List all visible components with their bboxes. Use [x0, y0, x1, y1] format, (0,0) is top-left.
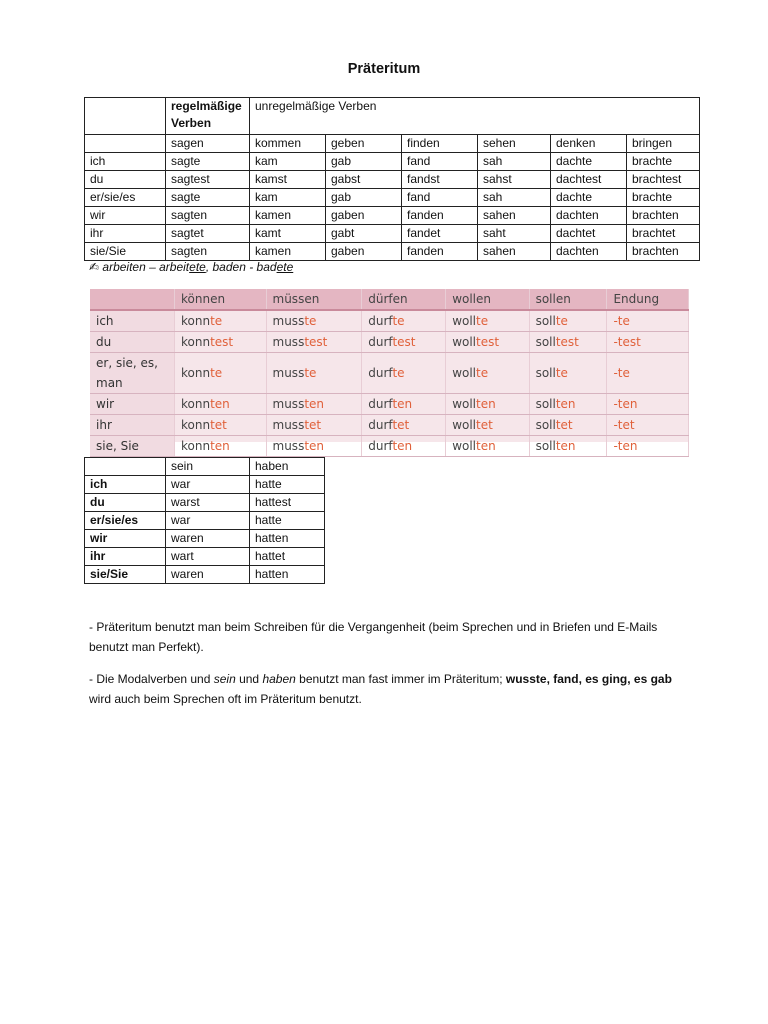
modal-conjugation-cell — [446, 436, 529, 457]
conjugation-cell: brachte — [627, 153, 700, 171]
conjugation-cell: sahen — [478, 207, 551, 225]
verb-ending: ten — [392, 439, 413, 453]
verb-ending: te — [304, 366, 317, 380]
verb-stem: soll — [535, 397, 556, 411]
conjugation-cell: waren — [166, 566, 250, 584]
conjugation-cell: sagtest — [166, 171, 250, 189]
verb-stem: woll — [452, 397, 477, 411]
conjugation-cell: kamst — [250, 171, 326, 189]
ending-cell: -te — [607, 353, 689, 394]
modal-verb-header: sollen — [529, 289, 607, 310]
verb-ending: ten — [555, 439, 576, 453]
verb-ending: tet — [304, 418, 322, 432]
table-row — [85, 225, 700, 243]
person-pronoun-cell: wir — [90, 394, 175, 415]
verb-stem: durf — [368, 397, 393, 411]
note-underlined-ending: ete — [189, 260, 206, 274]
paragraph-text: - Die Modalverben und — [89, 672, 214, 686]
modal-conjugation-cell — [529, 310, 607, 332]
conjugation-cell: brachtet — [627, 225, 700, 243]
modal-conjugation-cell — [446, 394, 529, 415]
verb-stem: soll — [535, 366, 556, 380]
conjugation-cell: hatten — [250, 530, 325, 548]
verb-stem: muss — [272, 439, 305, 453]
modal-conjugation-cell — [266, 353, 362, 394]
verb-ending: ten — [304, 397, 325, 411]
modal-conjugation-cell — [446, 310, 529, 332]
conjugation-cell: gab — [326, 153, 402, 171]
verb-stem: soll — [535, 439, 556, 453]
person-pronoun-cell: ihr — [85, 225, 166, 243]
conjugation-cell: fand — [402, 153, 478, 171]
modal-conjugation-cell — [362, 415, 446, 436]
page-title: Präteritum — [347, 61, 421, 77]
regular-verbs-header: regelmäßige Verben — [166, 98, 250, 135]
verb-infinitive: denken — [551, 135, 627, 153]
verb-infinitive-row — [85, 135, 700, 153]
table-row — [85, 512, 325, 530]
sein-haben-table — [84, 457, 325, 584]
regular-verbs-table — [84, 97, 700, 261]
paragraph-text: und — [235, 672, 263, 686]
conjugation-cell: dachtest — [551, 171, 627, 189]
irregular-verbs-header: unregelmäßige Verben — [250, 98, 700, 135]
verb-stem: woll — [452, 418, 477, 432]
conjugation-cell: fanden — [402, 243, 478, 261]
conjugation-cell: kam — [250, 189, 326, 207]
ending-cell: -test — [607, 332, 689, 353]
conjugation-cell: hatten — [250, 566, 325, 584]
conjugation-cell: warst — [166, 494, 250, 512]
modal-row — [90, 436, 689, 457]
modal-verb-header: müssen — [266, 289, 362, 310]
modal-conjugation-cell — [266, 415, 362, 436]
modal-header-row — [90, 289, 689, 310]
conjugation-cell: brachte — [627, 189, 700, 207]
conjugation-cell: fandst — [402, 171, 478, 189]
verb-ending: te — [476, 314, 489, 328]
verb-infinitive: kommen — [250, 135, 326, 153]
person-pronoun-cell: sie, Sie — [90, 436, 175, 457]
verb-ending: test — [210, 335, 234, 349]
table-row — [85, 530, 325, 548]
ending-cell: -tet — [607, 415, 689, 436]
conjugation-cell: sagte — [166, 153, 250, 171]
modal-conjugation-cell — [362, 436, 446, 457]
modal-conjugation-cell — [175, 415, 267, 436]
note-underlined-ending: ete — [276, 260, 294, 274]
verb-stem: durf — [368, 366, 393, 380]
ending-cell: -ten — [607, 394, 689, 415]
person-pronoun-cell: er, sie, es, man — [90, 353, 175, 394]
person-pronoun-cell: ich — [85, 476, 166, 494]
modal-conjugation-cell — [266, 394, 362, 415]
conjugation-cell: sagten — [166, 207, 250, 225]
verb-infinitive: sehen — [478, 135, 551, 153]
person-pronoun-cell: ihr — [85, 548, 166, 566]
modal-conjugation-cell — [175, 310, 267, 332]
modal-conjugation-cell — [175, 436, 267, 457]
table-row — [85, 494, 325, 512]
conjugation-cell: sahen — [478, 243, 551, 261]
modal-conjugation-cell — [529, 332, 607, 353]
verb-ending: ten — [555, 397, 576, 411]
note-text: arbeiten – arbeit — [102, 260, 190, 274]
modal-conjugation-cell — [362, 332, 446, 353]
paragraph-italic: sein — [213, 672, 236, 686]
verb-ending: test — [392, 335, 416, 349]
verb-stem: muss — [272, 314, 305, 328]
conjugation-cell: gabt — [326, 225, 402, 243]
person-pronoun-cell: wir — [85, 207, 166, 225]
person-pronoun-cell: wir — [85, 530, 166, 548]
conjugation-cell: kamen — [250, 207, 326, 225]
empty-corner-cell — [85, 98, 166, 135]
table-row — [85, 153, 700, 171]
conjugation-cell: kam — [250, 153, 326, 171]
verb-stem: durf — [368, 439, 393, 453]
verb-stem: soll — [535, 314, 556, 328]
conjugation-cell: sah — [478, 153, 551, 171]
paragraph-text: wird auch beim Sprechen oft im Präteritum benutzt. — [89, 692, 362, 706]
conjugation-cell: fanden — [402, 207, 478, 225]
conjugation-cell: war — [166, 476, 250, 494]
conjugation-cell: sagte — [166, 189, 250, 207]
conjugation-cell: sahst — [478, 171, 551, 189]
modal-conjugation-cell — [529, 394, 607, 415]
modal-conjugation-cell — [266, 310, 362, 332]
modal-verbs-image — [90, 289, 689, 453]
verb-ending: ten — [476, 439, 496, 453]
verb-stem: durf — [368, 335, 393, 349]
verb-stem: muss — [272, 397, 305, 411]
conjugation-cell: waren — [166, 530, 250, 548]
conjugation-cell: gaben — [326, 207, 402, 225]
sein-haben-header-row — [85, 458, 325, 476]
verb-stem: konn — [181, 335, 211, 349]
verb-ending: tet — [392, 418, 410, 432]
modal-verbs-table — [90, 289, 689, 457]
modal-conjugation-cell — [175, 332, 267, 353]
conjugation-cell: hatte — [250, 476, 325, 494]
writing-hand-icon: ✍ — [89, 260, 100, 274]
table-row — [85, 566, 325, 584]
verb-stem: soll — [535, 335, 556, 349]
conjugation-cell: kamt — [250, 225, 326, 243]
verb-ending: ten — [210, 439, 230, 453]
verb-stem: durf — [368, 314, 393, 328]
conjugation-cell: hattet — [250, 548, 325, 566]
ending-header: Endung — [607, 289, 689, 310]
table-row — [85, 171, 700, 189]
verb-ending: test — [476, 335, 500, 349]
table-row — [85, 243, 700, 261]
paragraph-italic: haben — [262, 672, 296, 686]
conjugation-cell: gab — [326, 189, 402, 207]
verb-ending: tet — [476, 418, 493, 432]
paragraph-bold: wusste, fand, es ging, es gab — [505, 672, 672, 686]
person-pronoun-cell: du — [85, 171, 166, 189]
modal-row — [90, 310, 689, 332]
conjugation-cell: kamen — [250, 243, 326, 261]
verb-stem: konn — [181, 314, 211, 328]
verb-header: haben — [250, 458, 325, 476]
conjugation-cell: dachten — [551, 207, 627, 225]
conjugation-cell: wart — [166, 548, 250, 566]
verb-stem: konn — [181, 397, 211, 411]
person-pronoun-cell: er/sie/es — [85, 189, 166, 207]
verb-stem: muss — [272, 335, 305, 349]
modal-verb-header: können — [175, 289, 267, 310]
verb-stem: durf — [368, 418, 393, 432]
verb-infinitive: finden — [402, 135, 478, 153]
verb-ending: te — [304, 314, 317, 328]
modal-conjugation-cell — [362, 310, 446, 332]
table-row — [85, 189, 700, 207]
verb-ending: test — [304, 335, 328, 349]
conjugation-cell: gabst — [326, 171, 402, 189]
modal-conjugation-cell — [529, 353, 607, 394]
person-pronoun-cell: er/sie/es — [85, 512, 166, 530]
verb-stem: konn — [181, 418, 211, 432]
paragraph-modal-usage — [89, 669, 689, 709]
modal-conjugation-cell — [175, 394, 267, 415]
ending-cell: -te — [607, 310, 689, 332]
modal-conjugation-cell — [446, 332, 529, 353]
modal-conjugation-cell — [266, 332, 362, 353]
conjugation-cell: sagtet — [166, 225, 250, 243]
verb-ending: te — [476, 366, 489, 380]
person-pronoun-cell: sie/Sie — [85, 566, 166, 584]
verb-stem: konn — [181, 366, 211, 380]
conjugation-cell: hatte — [250, 512, 325, 530]
conjugation-cell: sah — [478, 189, 551, 207]
verb-header: sein — [166, 458, 250, 476]
modal-conjugation-cell — [175, 353, 267, 394]
verb-stem: muss — [272, 366, 305, 380]
conjugation-cell: brachtest — [627, 171, 700, 189]
person-pronoun-cell: sie/Sie — [85, 243, 166, 261]
table-header-row — [85, 98, 700, 135]
verb-ending: te — [555, 314, 568, 328]
person-pronoun-cell: du — [90, 332, 175, 353]
conjugation-cell: dachte — [551, 189, 627, 207]
modal-conjugation-cell — [446, 353, 529, 394]
note-line — [89, 260, 293, 274]
modal-row — [90, 394, 689, 415]
conjugation-cell: saht — [478, 225, 551, 243]
ending-cell: -ten — [607, 436, 689, 457]
verb-ending: te — [555, 366, 568, 380]
verb-ending: test — [555, 335, 579, 349]
person-pronoun-cell: ich — [85, 153, 166, 171]
verb-ending: ten — [476, 397, 496, 411]
paragraph-usage: - Präteritum benutzt man beim Schreiben für die Vergangenheit (beim Sprechen und in Briefen und E-Mails benutzt man Perfekt). — [89, 620, 658, 654]
verb-ending: ten — [304, 439, 325, 453]
conjugation-cell: brachten — [627, 243, 700, 261]
paragraph-text: benutzt man fast immer im Präteritum; — [295, 672, 506, 686]
verb-ending: ten — [210, 397, 230, 411]
conjugation-cell: fand — [402, 189, 478, 207]
modal-conjugation-cell — [362, 353, 446, 394]
verb-stem: woll — [452, 366, 477, 380]
modal-row — [90, 415, 689, 436]
person-pronoun-cell: du — [85, 494, 166, 512]
conjugation-cell: dachten — [551, 243, 627, 261]
conjugation-cell: gaben — [326, 243, 402, 261]
conjugation-cell: fandet — [402, 225, 478, 243]
conjugation-cell: war — [166, 512, 250, 530]
empty-cell — [85, 135, 166, 153]
person-pronoun-cell: ihr — [90, 415, 175, 436]
verb-stem: woll — [452, 439, 477, 453]
verb-stem: muss — [272, 418, 305, 432]
modal-conjugation-cell — [446, 415, 529, 436]
modal-conjugation-cell — [529, 436, 607, 457]
empty-corner-cell — [85, 458, 166, 476]
verb-stem: woll — [452, 335, 477, 349]
modal-conjugation-cell — [266, 436, 362, 457]
table-row — [85, 476, 325, 494]
modal-conjugation-cell — [529, 415, 607, 436]
conjugation-cell: dachte — [551, 153, 627, 171]
conjugation-cell: hattest — [250, 494, 325, 512]
modal-row — [90, 332, 689, 353]
verb-ending: te — [392, 366, 405, 380]
modal-conjugation-cell — [362, 394, 446, 415]
modal-row — [90, 353, 689, 394]
verb-stem: soll — [535, 418, 556, 432]
conjugation-cell: dachtet — [551, 225, 627, 243]
modal-verb-header: dürfen — [362, 289, 446, 310]
verb-ending: te — [392, 314, 405, 328]
verb-ending: ten — [392, 397, 413, 411]
conjugation-cell: sagten — [166, 243, 250, 261]
empty-corner-cell — [90, 289, 175, 310]
table-row — [85, 548, 325, 566]
person-pronoun-cell: ich — [90, 310, 175, 332]
verb-infinitive: bringen — [627, 135, 700, 153]
modal-verb-header: wollen — [446, 289, 529, 310]
verb-stem: konn — [181, 439, 211, 453]
conjugation-cell: brachten — [627, 207, 700, 225]
verb-ending: tet — [210, 418, 227, 432]
verb-ending: tet — [555, 418, 573, 432]
verb-stem: woll — [452, 314, 477, 328]
verb-infinitive: sagen — [166, 135, 250, 153]
verb-ending: te — [210, 314, 223, 328]
verb-ending: te — [210, 366, 223, 380]
note-text: , baden - bad — [205, 260, 277, 274]
verb-infinitive: geben — [326, 135, 402, 153]
table-row — [85, 207, 700, 225]
